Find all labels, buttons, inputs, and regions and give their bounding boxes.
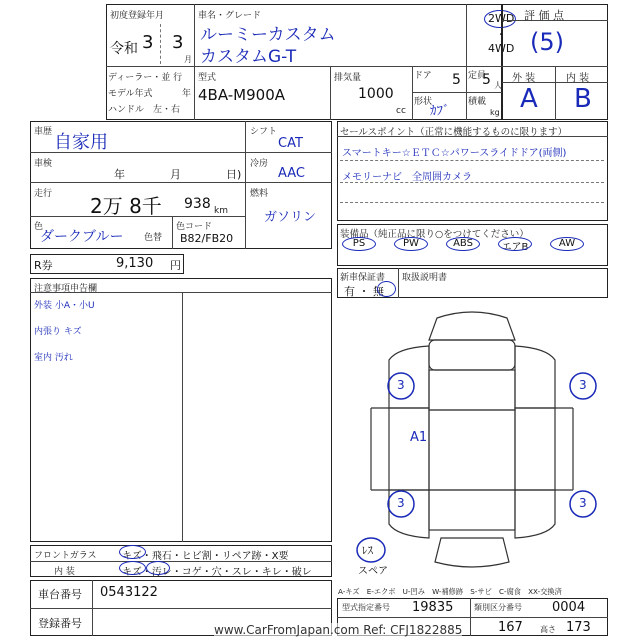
ac: AAC	[278, 166, 305, 181]
docs-label: 取扱説明書	[402, 273, 448, 283]
model-code: 4BA-M900A	[198, 86, 286, 104]
warranty-no-circle	[377, 281, 396, 297]
interior-row-text: キズ・汚レ・コゲ・穴・スレ・キレ・破レ	[122, 567, 312, 578]
divider	[340, 160, 604, 161]
divider	[245, 121, 246, 249]
divider	[194, 66, 195, 120]
color-code: B82/FB20	[180, 232, 234, 245]
diagram-rear-bumper	[435, 538, 509, 567]
notes-line-1: 外装 小A・小U	[34, 301, 95, 311]
equipment-circle	[394, 237, 428, 251]
spare-text: スペア	[358, 566, 388, 577]
car-name-label: 車名・グレード	[198, 11, 262, 21]
recycle-box	[30, 254, 184, 274]
divider	[555, 66, 556, 120]
equipment-circle	[498, 237, 532, 251]
damage-mark-front-left: 3	[397, 378, 405, 392]
mileage-sub: 938	[184, 196, 211, 212]
inspection-day-unit: 日)	[226, 168, 242, 181]
equipment-circle	[446, 237, 480, 251]
divider	[92, 580, 93, 636]
month-unit: 月	[184, 55, 192, 64]
class-value: 0004	[552, 600, 586, 615]
handle-label: ハンドル 左・右	[108, 105, 181, 115]
sales-line-2: メモリーナビ 全周囲カメラ	[342, 172, 472, 183]
recycle-value: 9,130	[116, 256, 154, 271]
diagram-front-right	[515, 346, 555, 408]
divider	[398, 268, 399, 298]
height-label: 高さ	[540, 625, 556, 634]
divider	[466, 4, 467, 66]
drive-2wd: 2WD	[488, 12, 515, 25]
divider	[340, 202, 604, 203]
diagram-rear-right	[515, 490, 555, 538]
divider	[340, 182, 604, 183]
spare-label: ﾚｽ	[362, 544, 373, 557]
divider	[182, 292, 183, 542]
equipment-item: AW	[558, 238, 576, 249]
shift-label: シフト	[250, 127, 278, 137]
front-glass-label: フロントガラス	[34, 551, 97, 561]
model-spec: 19835	[412, 600, 454, 615]
divider	[30, 608, 332, 609]
divider	[337, 617, 608, 618]
interior-row-label: 内 装	[54, 567, 75, 577]
warranty-label: 新車保証書	[340, 273, 386, 283]
fuel: ガソリン	[264, 210, 317, 225]
score-value: (5)	[530, 28, 564, 56]
divider	[470, 598, 471, 636]
load-unit: kg	[490, 108, 500, 117]
mileage-unit: km	[214, 206, 228, 216]
front-glass-scratch-circle	[119, 545, 146, 559]
grade: カスタムG-T	[200, 47, 297, 67]
front-glass-text: キズ・飛石・ヒビ割・リペア跡・X要	[122, 551, 289, 562]
model-year-unit: 年	[182, 89, 192, 99]
model-spec-label: 型式指定番号	[342, 603, 390, 612]
ac-label: 冷房	[250, 159, 269, 169]
equipment-item: PW	[403, 238, 419, 249]
equipment-item: エアB	[501, 242, 529, 253]
car-name: ルーミーカスタム	[200, 25, 336, 45]
diagram-hood	[429, 370, 515, 410]
equipment-item: PS	[352, 238, 366, 249]
interior-scratch-circle	[119, 561, 146, 575]
color-change-label: 色替	[144, 233, 163, 243]
shape: ｶﾌﾞ	[430, 104, 450, 119]
damage-mark-side: A1	[410, 430, 428, 445]
warranty-value: 有 ・ 無	[344, 285, 384, 298]
doors-label: ドア	[414, 71, 432, 81]
load-label: 積載	[468, 97, 487, 107]
notes-box	[30, 278, 332, 542]
chassis-label: 車台番号	[38, 588, 82, 601]
divider	[412, 92, 502, 93]
class-label: 類別区分番号	[474, 603, 522, 612]
model-label: 型式	[198, 73, 217, 83]
drive-dot: ・	[496, 30, 506, 41]
divider	[172, 216, 173, 249]
body-type: 自家用	[54, 132, 108, 153]
inspection-year-unit: 年	[114, 168, 125, 181]
damage-mark-front-right: 3	[579, 378, 587, 392]
diagram-rear-deck	[429, 490, 515, 530]
fuel-label: 燃料	[250, 189, 269, 199]
color-label: 色	[34, 222, 44, 232]
notes-line-2: 内張り キズ	[34, 327, 82, 337]
diagram-side-right	[515, 408, 555, 490]
reg-year: 3	[142, 32, 154, 53]
exterior-label: 外 装	[512, 73, 536, 84]
equipment-item: ABS	[453, 238, 473, 249]
interior-grade: B	[574, 84, 592, 114]
shape-label: 形状	[414, 97, 433, 107]
model-year-label: モデル年式	[108, 89, 153, 99]
shift: CAT	[278, 136, 303, 151]
notes-label: 注意事項申告欄	[34, 284, 98, 294]
body-type-label: 車歴	[34, 127, 53, 137]
capacity: 5	[482, 72, 491, 88]
divider	[330, 66, 331, 120]
diagram-side-left	[389, 408, 429, 490]
displacement: 1000	[358, 86, 394, 102]
color: ダークブルー	[40, 229, 124, 245]
divider	[466, 66, 467, 120]
sales-label: セールスポイント（正常に機能するものに限ります）	[340, 127, 568, 138]
divider	[106, 66, 502, 67]
exterior-grade: A	[520, 84, 538, 114]
score-label: 評 価 点	[524, 9, 564, 22]
car-diagram	[337, 300, 608, 582]
chassis-number: 0543122	[100, 585, 158, 600]
doors: 5	[452, 72, 461, 88]
first-reg-label: 初度登録年月	[110, 11, 165, 21]
sales-line-1: スマートキー☆ＥＴＣ☆パワースライドドア(両側)	[342, 148, 567, 159]
drive-4wd: 4WD	[488, 42, 515, 55]
equipment-label: 装備品（純正品に限り○をつけてください）	[340, 229, 529, 240]
diagram-front-left	[389, 346, 429, 408]
diagram-body-top	[429, 340, 515, 370]
damage-mark-rear-right: 3	[579, 496, 587, 510]
divider	[30, 182, 332, 183]
interior-dirt-circle	[146, 561, 170, 575]
era: 令和	[110, 41, 138, 57]
reg-label: 登録番号	[38, 617, 82, 630]
notes-line-3: 室内 汚れ	[34, 353, 73, 363]
color-code-label: 色コード	[176, 222, 213, 232]
interior-label: 内 装	[566, 73, 590, 84]
length-value: 167	[498, 620, 523, 635]
recycle-unit: 円	[170, 259, 181, 272]
capacity-label: 定員	[468, 71, 487, 81]
equipment-circle	[342, 237, 376, 251]
displacement-label: 排気量	[334, 73, 362, 83]
diagram-roof	[429, 410, 515, 490]
capacity-unit: 人	[494, 81, 502, 90]
inspection-month-unit: 月	[170, 168, 181, 181]
damage-mark-rear-left: 3	[397, 496, 405, 510]
reg-month: 3	[172, 32, 184, 53]
divider	[412, 66, 413, 120]
mileage-main: 2万 8千	[90, 194, 162, 218]
diagram-roof-top	[429, 312, 515, 340]
divider	[160, 24, 162, 64]
divider	[194, 4, 195, 66]
height-value: 173	[566, 620, 591, 635]
watermark: www.CarFromJapan.com Ref: CFJ1822885	[214, 623, 463, 637]
damage-legend: A-キズ E-エクボ U-凹み W-補修跡 S-サビ C-腐食 XX-交換済	[338, 587, 562, 596]
dealer-label: ディーラー・並 行	[108, 73, 183, 83]
cc-unit: cc	[396, 106, 406, 116]
equipment-circle	[550, 237, 584, 251]
recycle-label: R券	[34, 259, 53, 272]
inspection-label: 車検	[34, 159, 53, 169]
mileage-label: 走行	[34, 189, 53, 199]
